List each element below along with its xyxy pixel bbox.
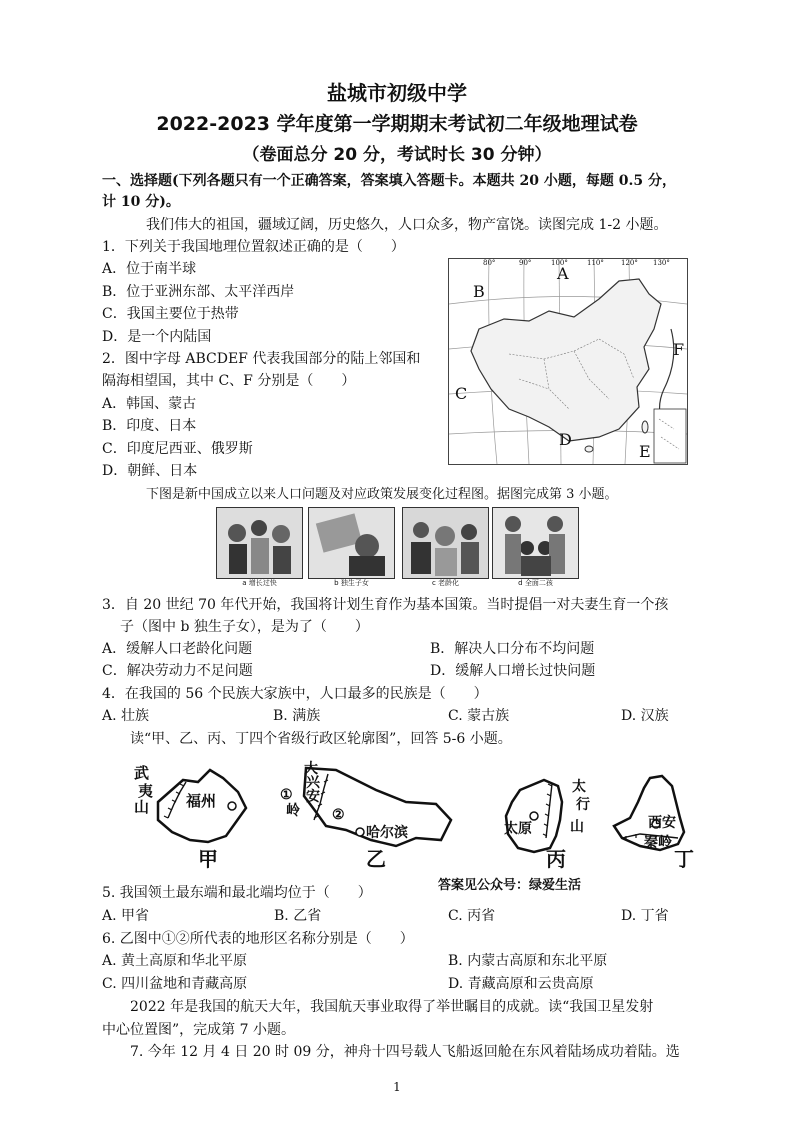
label-ding: 丁 bbox=[674, 847, 694, 870]
q3-option-c: C．解决劳动力不足问题 bbox=[102, 663, 253, 679]
exam-title: 2022-2023 学年度第一学期期末考试初二年级地理试卷 bbox=[156, 113, 638, 135]
q6-option-c: C. 四川盆地和青藏高原 bbox=[102, 976, 248, 992]
label-an: 安 bbox=[306, 789, 320, 805]
q7-stem: 7. 今年 12 月 4 日 20 时 09 分，神舟十四号载人飞船返回舱在东风着陆场成功着陆。选 bbox=[130, 1044, 680, 1060]
province-yi bbox=[276, 760, 466, 870]
q5-stem: 5. 我国领土最东端和最北端均位于（ ） bbox=[102, 885, 372, 901]
china-neighbors-map bbox=[448, 258, 688, 465]
label-yi-province: 乙 bbox=[366, 847, 386, 870]
label-shan-bing: 山 bbox=[570, 819, 584, 835]
label-ling: 岭 bbox=[286, 803, 300, 819]
q4-option-a: A. 壮族 bbox=[102, 708, 150, 724]
page-number: 1 bbox=[393, 1080, 401, 1094]
q2-option-d: D．朝鲜、日本 bbox=[102, 463, 198, 479]
caption-a: a 增长过快 bbox=[242, 579, 277, 587]
school-name: 盐城市初级中学 bbox=[327, 81, 467, 105]
label-wu: 武 bbox=[134, 764, 150, 782]
lon-100: 100° bbox=[551, 259, 568, 267]
q3-stem: 3．自 20 世纪 70 年代开始，我国将计划生育作为基本国策。当时提倡一对夫妻生育一个孩 bbox=[102, 597, 669, 613]
exam-note: （卷面总分 20 分，考试时长 30 分钟） bbox=[242, 145, 552, 165]
lon-80: 80° bbox=[483, 259, 496, 267]
q5-option-d: D. 丁省 bbox=[621, 908, 669, 924]
q2-stem: 2．图中字母 ABCDEF 代表我国部分的陆上邻国和 bbox=[102, 351, 421, 367]
intro-7: 2022 年是我国的航天大年，我国航天事业取得了举世瞩目的成就。读“我国卫星发射 bbox=[130, 999, 654, 1015]
map-letter-c: C bbox=[455, 384, 468, 403]
q3-option-b: B．解决人口分布不均问题 bbox=[430, 641, 595, 657]
q1-option-b: B．位于亚洲东部、太平洋西岸 bbox=[102, 284, 295, 300]
caption-d: d 全面二孩 bbox=[518, 579, 553, 587]
q1-option-c: C．我国主要位于热带 bbox=[102, 306, 239, 322]
label-fuzhou: 福州 bbox=[186, 792, 217, 810]
province-ding bbox=[600, 772, 700, 870]
q6-option-d: D. 青藏高原和云贵高原 bbox=[448, 976, 594, 992]
q6-option-b: B. 内蒙古高原和东北平原 bbox=[448, 953, 608, 969]
q5-option-b: B. 乙省 bbox=[274, 908, 322, 924]
label-da: 大 bbox=[304, 761, 318, 777]
q2-option-b: B．印度、日本 bbox=[102, 418, 197, 434]
q5-option-c: C. 丙省 bbox=[448, 908, 496, 924]
section-heading-cont: 计 10 分)。 bbox=[102, 194, 180, 210]
intro-3: 下图是新中国成立以来人口问题及对应政策发展变化过程图。据图完成第 3 小题。 bbox=[146, 487, 618, 502]
map-letter-f: F bbox=[673, 340, 685, 359]
lon-110: 110° bbox=[587, 259, 604, 267]
lon-90: 90° bbox=[519, 259, 532, 267]
q4-stem: 4．在我国的 56 个民族大家族中，人口最多的民族是（ ） bbox=[102, 686, 488, 702]
province-jia bbox=[128, 762, 268, 870]
q4-option-d: D. 汉族 bbox=[621, 708, 669, 724]
q3-option-a: A．缓解人口老龄化问题 bbox=[102, 641, 253, 657]
caption-c: c 老龄化 bbox=[431, 579, 460, 587]
lon-130: 130° bbox=[653, 259, 670, 267]
q2-option-a: A．韩国、蒙古 bbox=[102, 396, 197, 412]
caption-b: b 独生子女 bbox=[334, 579, 369, 587]
label-xian: 西安 bbox=[648, 815, 676, 831]
label-harbin: 哈尔滨 bbox=[366, 825, 408, 841]
q2-option-c: C．印度尼西亚、俄罗斯 bbox=[102, 441, 253, 457]
q1-option-d: D．是一个内陆国 bbox=[102, 329, 212, 345]
label-tai: 太 bbox=[572, 779, 586, 795]
label-hang: 行 bbox=[576, 797, 590, 813]
intro-1-2: 我们伟大的祖国，疆域辽阔，历史悠久，人口众多，物产富饶。读图完成 1-2 小题。 bbox=[146, 217, 668, 233]
q6-option-a: A. 黄土高原和华北平原 bbox=[102, 953, 248, 969]
section-heading: 一、选择题(下列各题只有一个正确答案，答案填入答题卡。本题共 20 小题，每题 0.5 分， bbox=[102, 173, 676, 189]
label-yi: 夷 bbox=[138, 782, 154, 800]
q6-stem: 6. 乙图中①②所代表的地形区名称分别是（ ） bbox=[102, 931, 414, 947]
q4-option-c: C. 蒙古族 bbox=[448, 708, 510, 724]
picture-c bbox=[402, 507, 489, 579]
label-jia: 甲 bbox=[198, 847, 218, 870]
picture-a bbox=[216, 507, 303, 579]
province-bing bbox=[490, 772, 600, 870]
label-taiyuan: 太原 bbox=[504, 821, 532, 837]
q1-stem: 1．下列关于我国地理位置叙述正确的是（ ） bbox=[102, 239, 405, 255]
label-shan: 山 bbox=[134, 798, 150, 816]
lon-120: 120° bbox=[621, 259, 638, 267]
map-letter-e: E bbox=[639, 442, 651, 461]
picture-d bbox=[492, 507, 579, 579]
q5-option-a: A. 甲省 bbox=[102, 908, 150, 924]
label-xing: 兴 bbox=[306, 775, 320, 791]
intro-5-6: 读“甲、乙、丙、丁四个省级行政区轮廓图”，回答 5-6 小题。 bbox=[130, 731, 512, 747]
q3-stem-cont: 子（图中 b 独生子女），是为了（ ） bbox=[120, 619, 369, 635]
q4-option-b: B. 满族 bbox=[273, 708, 321, 724]
q3-option-d: D．缓解人口增长过快问题 bbox=[430, 663, 596, 679]
label-qinling: 秦岭 bbox=[644, 835, 672, 851]
intro-7-cont: 中心位置图”，完成第 7 小题。 bbox=[102, 1022, 295, 1038]
map-letter-b: B bbox=[473, 282, 485, 301]
q2-stem-cont: 隔海相望国，其中 C、F 分别是（ ） bbox=[102, 373, 356, 389]
map-letter-a: A bbox=[557, 264, 569, 283]
label-circle-1: ① bbox=[280, 787, 293, 803]
picture-b bbox=[308, 507, 395, 579]
q1-option-a: A．位于南半球 bbox=[102, 261, 197, 277]
label-circle-2: ② bbox=[332, 807, 345, 823]
map-letter-d: D bbox=[559, 430, 572, 449]
watermark-note: 答案见公众号：绿爱生活 bbox=[438, 878, 582, 893]
label-bing: 丙 bbox=[546, 847, 566, 870]
